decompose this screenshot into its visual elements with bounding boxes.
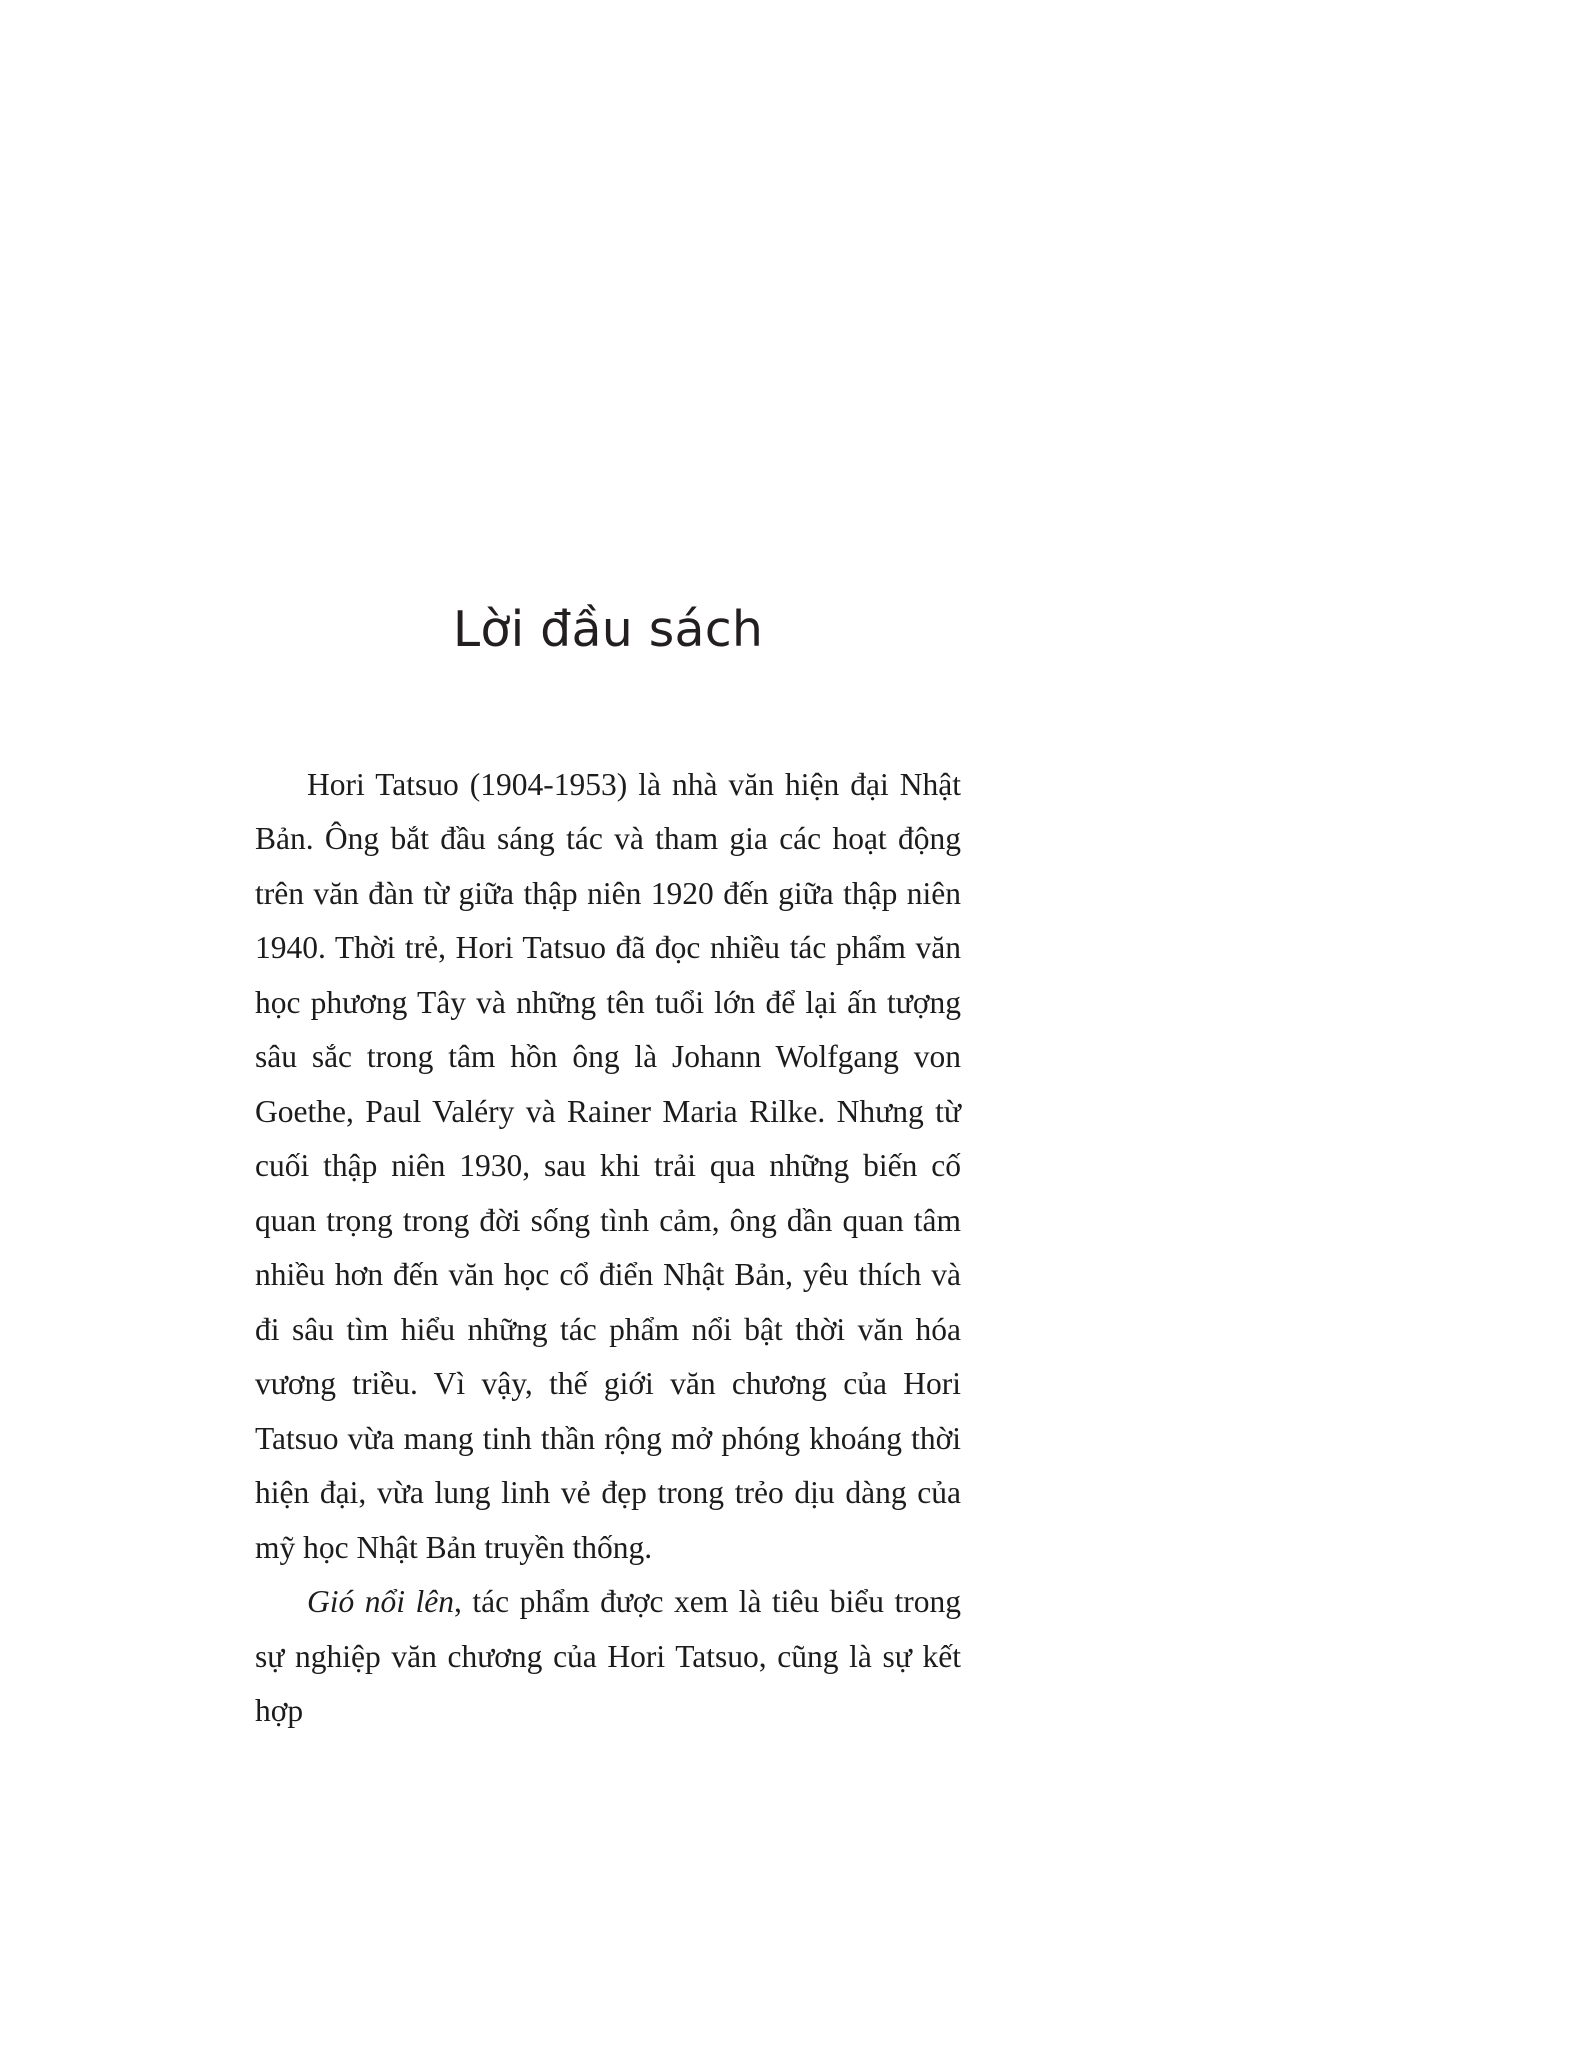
- paragraph-2-continuation: , tác phẩm được xem là tiêu biểu trong sự nghiệp văn chương của Hori Tatsuo, cũng là sự kết hợp: [255, 1584, 961, 1729]
- content-column: [255, 0, 961, 1739]
- paragraph-2: [255, 1575, 961, 1739]
- page-title: Lời đầu sách: [452, 601, 764, 658]
- paragraph-1: Hori Tatsuo (1904-1953) là nhà văn hiện đại Nhật Bản. Ông bắt đầu sáng tác và tham gia các hoạt động trên văn đàn từ giữa thập niên 1920 đến giữa thập niên 1940. Thời trẻ, Hori Tatsuo đã đọc nhiều tác phẩm văn học phương Tây và những tên tuổi lớn để lại ấn tượng sâu sắc trong tâm hồn ông là Johann Wolfgang von Goethe, Paul Valéry và Rainer Maria Rilke. Nhưng từ cuối thập niên 1930, sau khi trải qua những biến cố quan trọng trong đời sống tình cảm, ông dần quan tâm nhiều hơn đến văn học cổ điển Nhật Bản, yêu thích và đi sâu tìm hiểu những tác phẩm nổi bật thời văn hóa vương triều. Vì vậy, thế giới văn chương của Hori Tatsuo vừa mang tinh thần rộng mở phóng khoáng thời hiện đại, vừa lung linh vẻ đẹp trong trẻo dịu dàng của mỹ học Nhật Bản truyền thống.: [255, 766, 961, 1565]
- work-title-emphasis: Gió nổi lên: [307, 1584, 454, 1620]
- body-text-block: [255, 758, 961, 1739]
